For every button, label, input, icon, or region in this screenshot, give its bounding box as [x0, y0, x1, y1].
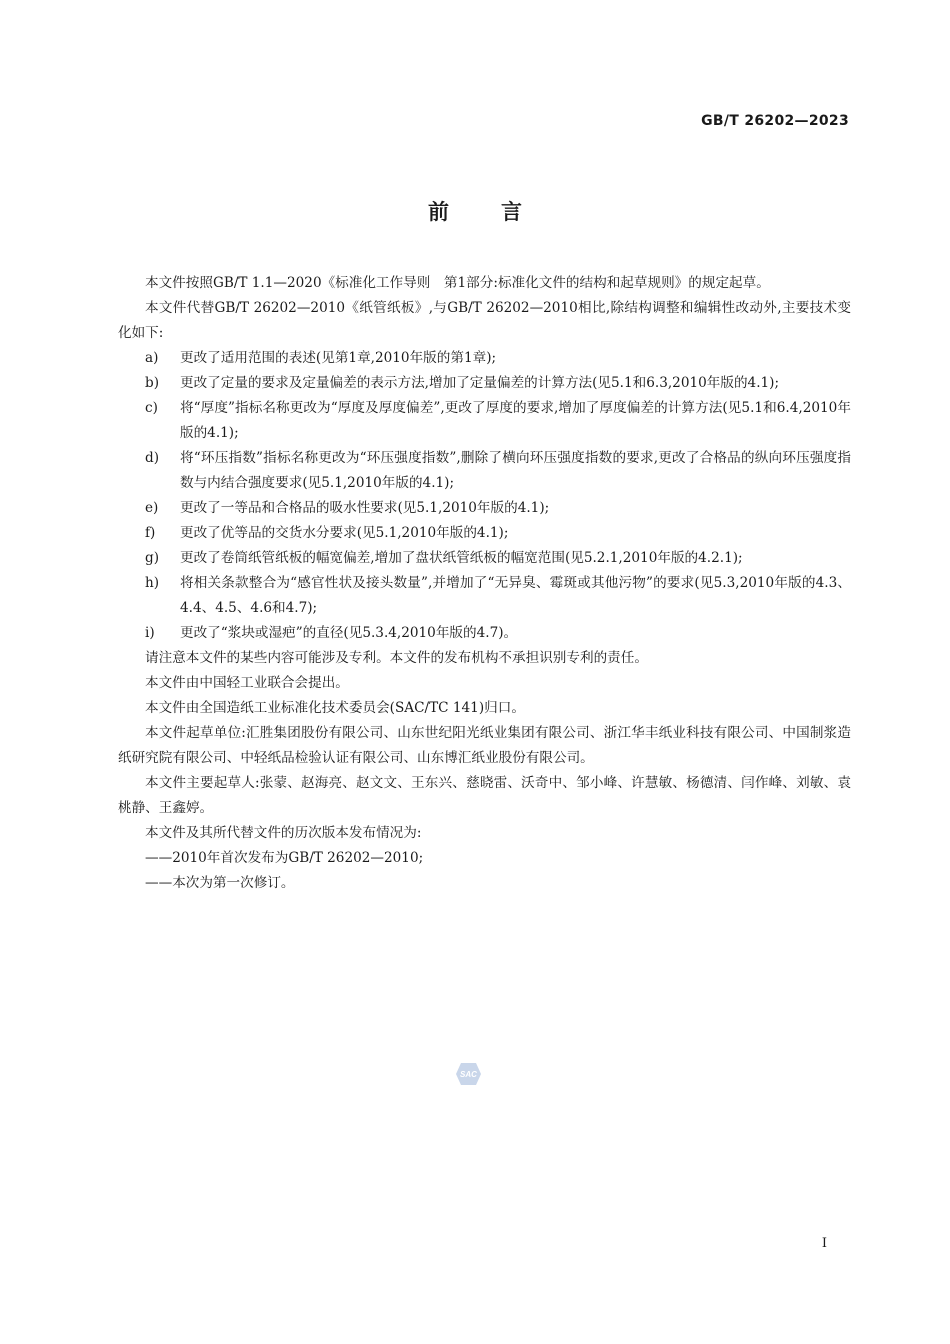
list-item-text: 更改了定量的要求及定量偏差的表示方法,增加了定量偏差的计算方法(见5.1和6.3,2010年版的4.1); — [180, 375, 780, 391]
list-item-label: i) — [145, 625, 155, 641]
list-item-text: 更改了适用范围的表述(见第1章,2010年版的第1章); — [180, 350, 497, 366]
standard-code: GB/T 26202—2023 — [701, 113, 849, 129]
list-item-label: a) — [145, 350, 159, 366]
list-item — [118, 546, 851, 571]
list-item-text: 将“环压指数”指标名称更改为“环压强度指数”,删除了横向环压强度指数的要求,更改了合格品的纵向环压强度指数与内结合强度要求(见5.1,2010年版的4.1); — [180, 450, 851, 491]
document-body — [118, 271, 851, 896]
list-item — [118, 446, 851, 496]
list-item-label: d) — [145, 450, 160, 466]
list-item-text: 将相关条款整合为“感官性状及接头数量”,并增加了“无异臭、霉斑或其他污物”的要求(见5.3,2010年版的4.3、4.4、4.5、4.6和4.7); — [180, 575, 851, 616]
list-item-text: 更改了卷筒纸管纸板的幅宽偏差,增加了盘状纸管纸板的幅宽范围(见5.2.1,2010年版的4.2.1); — [180, 550, 743, 566]
list-item-text: 更改了一等品和合格品的吸水性要求(见5.1,2010年版的4.1); — [180, 500, 550, 516]
sac-logo-text: SAC — [460, 1070, 477, 1079]
list-item — [118, 621, 851, 646]
list-item-label: f) — [145, 525, 156, 541]
paragraph-drafting-units: 本文件起草单位:汇胜集团股份有限公司、山东世纪阳光纸业集团有限公司、浙江华丰纸业科技有限公司、中国制浆造纸研究院有限公司、中轻纸品检验认证有限公司、山东博汇纸业股份有限公司。 — [118, 725, 851, 766]
page-number: I — [821, 1236, 827, 1251]
list-item-label: b) — [145, 375, 160, 391]
list-item-text: 将“厚度”指标名称更改为“厚度及厚度偏差”,更改了厚度的要求,增加了厚度偏差的计算方法(见5.1和6.4,2010年版的4.1); — [180, 400, 851, 441]
list-item — [118, 571, 851, 621]
list-item-label: h) — [145, 575, 160, 591]
list-item — [118, 371, 851, 396]
sac-logo — [455, 1062, 482, 1086]
paragraph-drafting-rules: 本文件按照GB/T 1.1—2020《标准化工作导则 第1部分:标准化文件的结构和起草规则》的规定起草。 — [145, 275, 770, 291]
paragraph-patent-notice: 请注意本文件的某些内容可能涉及专利。本文件的发布机构不承担识别专利的责任。 — [145, 650, 648, 666]
list-item — [118, 396, 851, 446]
list-item-text: 更改了“浆块或湿疤”的直径(见5.3.4,2010年版的4.7)。 — [180, 625, 518, 641]
list-item — [118, 346, 851, 371]
history-item: ——2010年首次发布为GB/T 26202—2010; — [145, 850, 424, 866]
list-item-text: 更改了优等品的交货水分要求(见5.1,2010年版的4.1); — [180, 525, 509, 541]
paragraph-drafters: 本文件主要起草人:张蒙、赵海亮、赵文文、王东兴、慈晓雷、沃奇中、邹小峰、许慧敏、杨德清、闫作峰、刘敏、袁桃静、王鑫婷。 — [118, 775, 851, 816]
paragraph-history-intro: 本文件及其所代替文件的历次版本发布情况为: — [145, 825, 422, 841]
paragraph-replacement: 本文件代替GB/T 26202—2010《纸管纸板》,与GB/T 26202—2010相比,除结构调整和编辑性改动外,主要技术变化如下: — [118, 300, 851, 341]
list-item — [118, 521, 851, 546]
page-title: 前言 — [428, 200, 574, 224]
list-item-label: g) — [145, 550, 160, 566]
list-item-label: c) — [145, 400, 158, 416]
history-item: ——本次为第一次修订。 — [145, 875, 295, 891]
list-item — [118, 496, 851, 521]
list-item-label: e) — [145, 500, 159, 516]
paragraph-proposer: 本文件由中国轻工业联合会提出。 — [145, 675, 349, 691]
paragraph-committee: 本文件由全国造纸工业标准化技术委员会(SAC/TC 141)归口。 — [145, 700, 525, 716]
